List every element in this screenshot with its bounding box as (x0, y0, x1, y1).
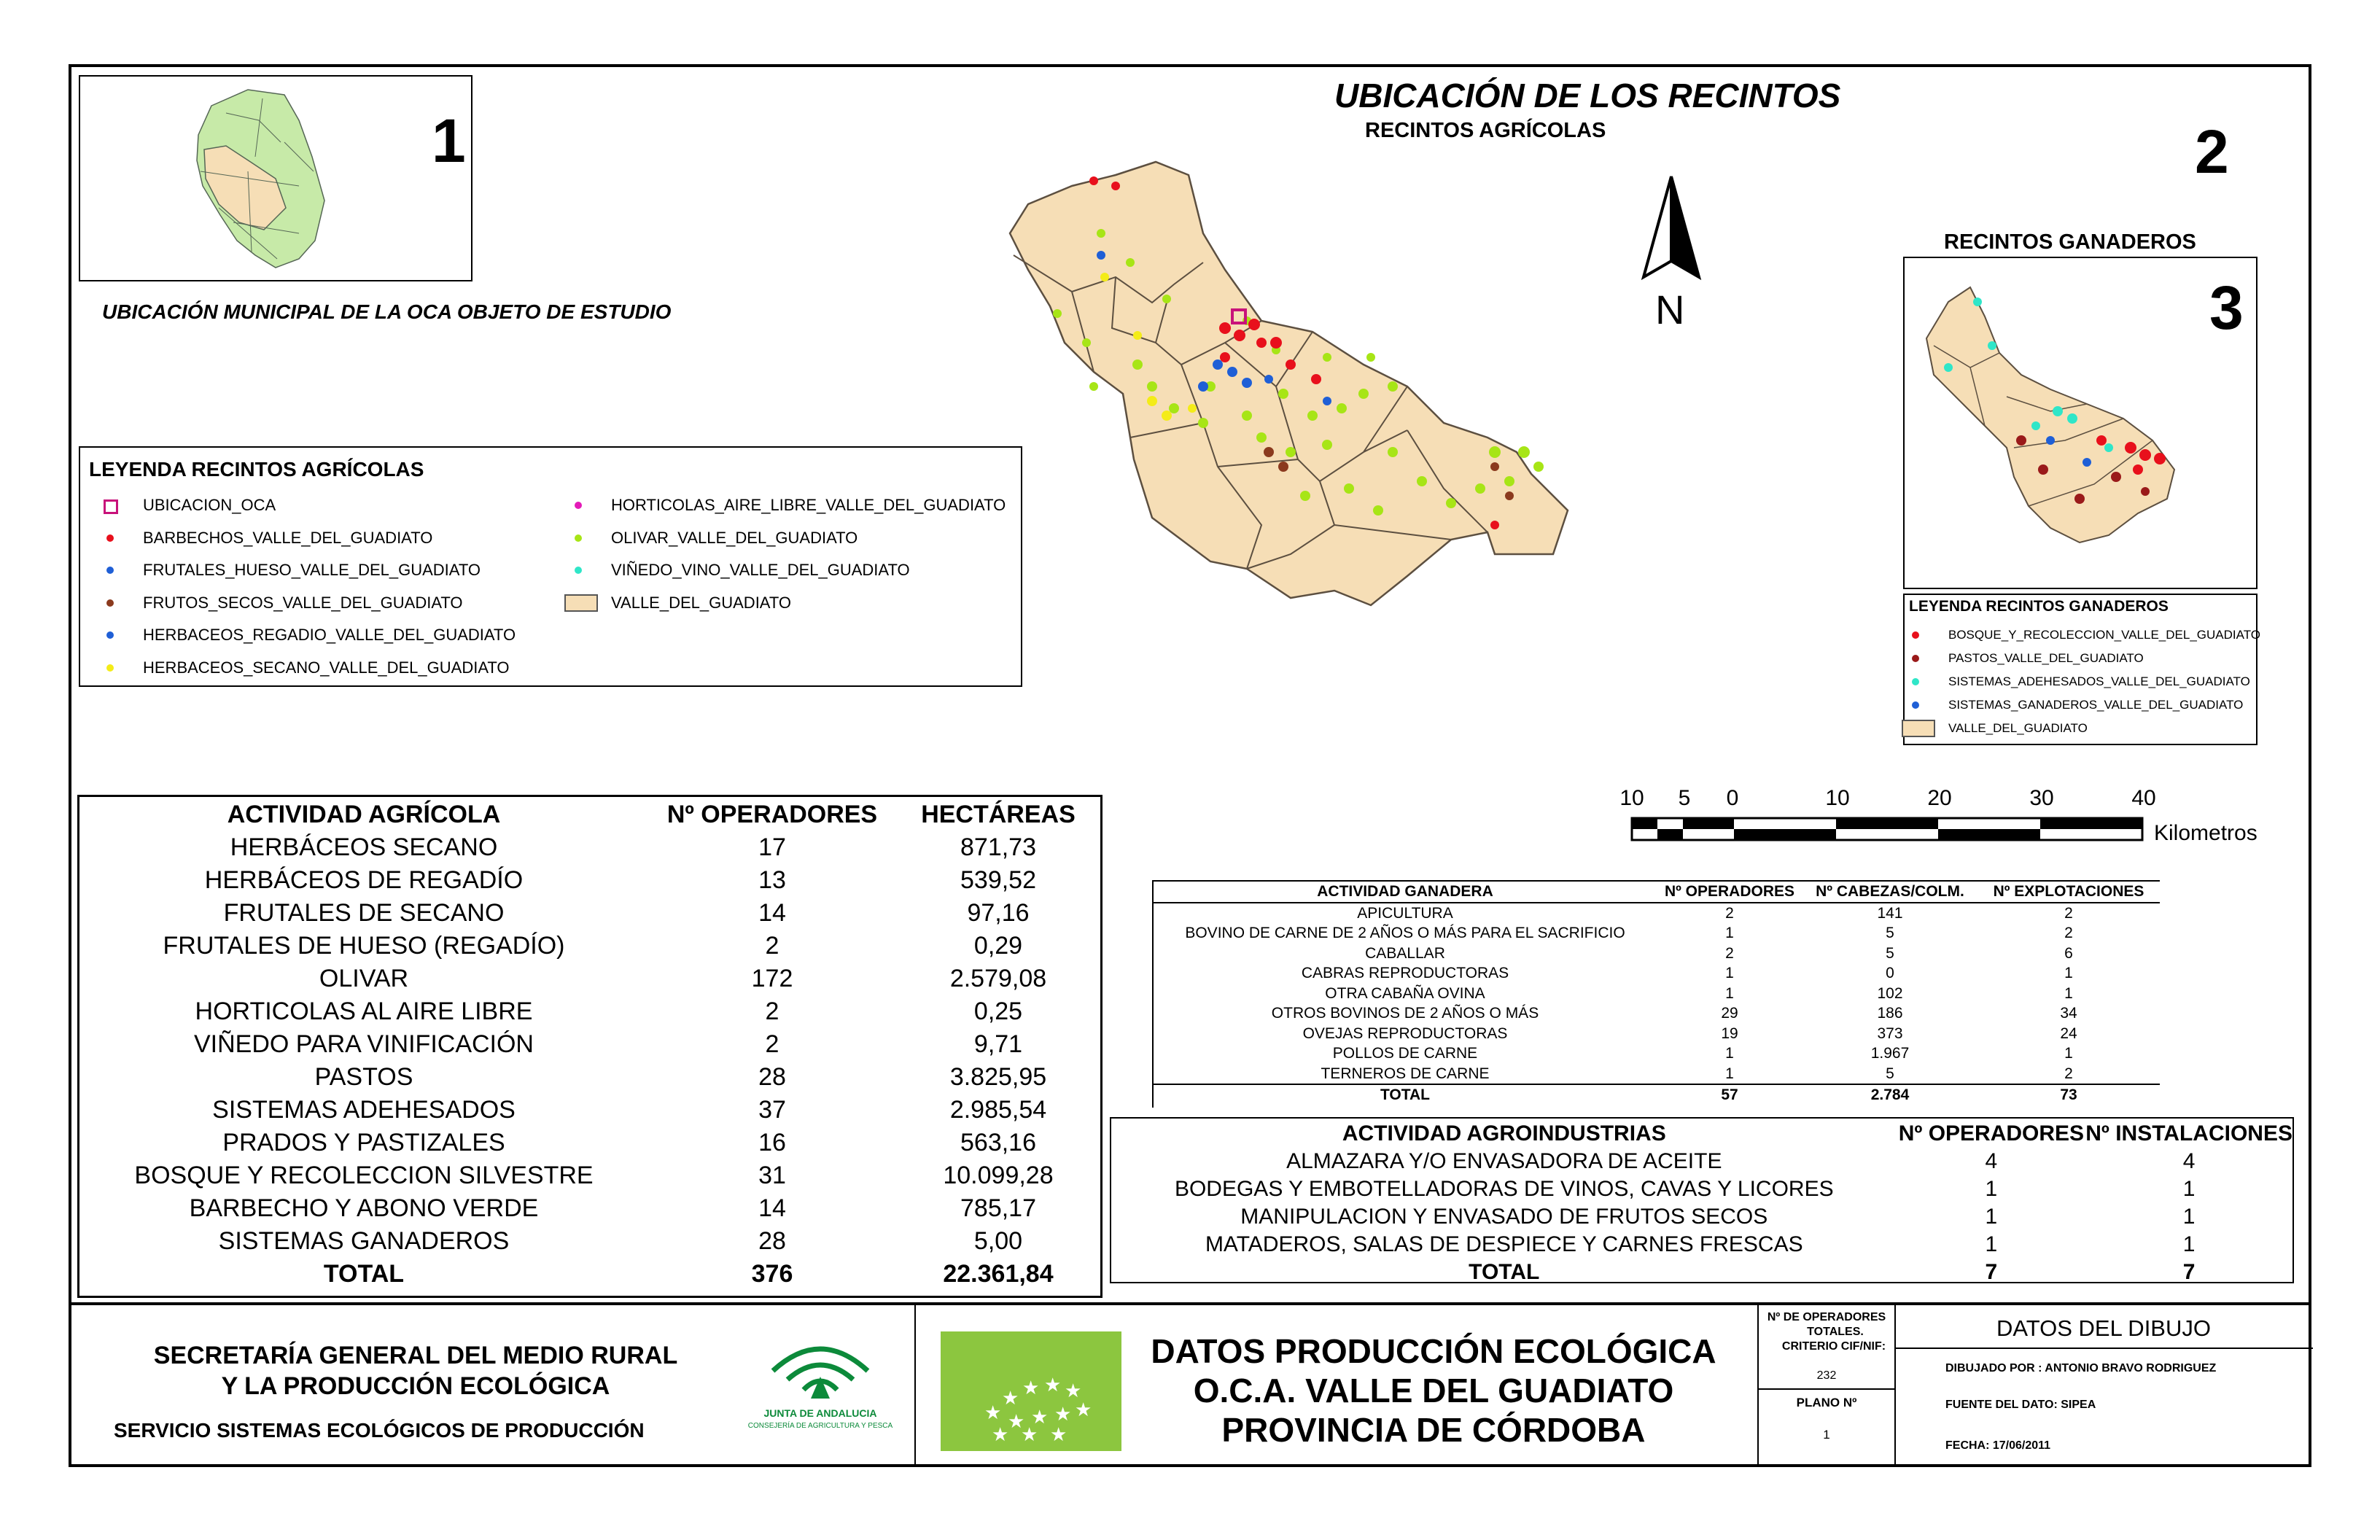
table-cell: POLLOS DE CARNE (1332, 1045, 1478, 1062)
table-cell: PASTOS (314, 1063, 413, 1091)
table-cell: ACTIVIDAD GANADERA (1154, 882, 1657, 903)
table-cell: 2 (1725, 904, 1734, 922)
table-cell: 1 (2182, 1177, 2196, 1201)
table-cell: 2 (1725, 944, 1734, 962)
table-cell: 6 (2064, 944, 2073, 962)
table-cell: HERBÁCEOS SECANO (230, 833, 498, 861)
svg-text:★: ★ (1075, 1399, 1092, 1421)
ganadera-row (1154, 1064, 2160, 1085)
datos-line2: O.C.A. VALLE DEL GUADIATO (1193, 1372, 1674, 1409)
table-cell: Nº OPERADORES (1898, 1121, 2085, 1146)
datos-dibujo-title: DATOS DEL DIBUJO (1996, 1315, 2211, 1341)
table-cell: 1 (2064, 984, 2073, 1002)
svg-text:★: ★ (1031, 1407, 1049, 1428)
table-cell: 1.967 (1870, 1045, 1910, 1062)
table-cell: 1 (1985, 1177, 1998, 1201)
map-number-1: 1 (432, 106, 466, 175)
agricola-row (79, 1159, 1100, 1192)
table-cell: 172 (751, 965, 793, 992)
ganadera-row (1154, 944, 2160, 964)
table-cell: TERNEROS DE CARNE (1321, 1065, 1490, 1082)
table-cell: 376 (751, 1260, 793, 1288)
table-cell: 1 (2064, 1045, 2073, 1062)
table-cell: 24 (2060, 1024, 2077, 1042)
table-cell: 28 (758, 1063, 786, 1091)
scale-tick-label: 40 (2131, 786, 2156, 810)
legend-swatch-dot (1912, 655, 1919, 662)
scale-tick-label: 0 (1726, 786, 1739, 810)
svg-text:★: ★ (1002, 1388, 1019, 1409)
table-cell: PRADOS Y PASTIZALES (222, 1129, 505, 1156)
legend-swatch-dot (106, 534, 114, 542)
agricola-row (79, 995, 1100, 1028)
table-cell: 16 (758, 1129, 786, 1156)
main-map (984, 146, 1786, 875)
ganadera-row (1154, 1024, 2160, 1044)
table-cell: Nº INSTALACIONES (2085, 1121, 2292, 1146)
footer-divider-2 (914, 1305, 916, 1467)
legend-swatch-dot (106, 599, 114, 607)
table-cell: 2.985,54 (949, 1096, 1047, 1124)
province-map (80, 77, 474, 283)
legend-ganadero (1903, 594, 2258, 745)
svg-text:★: ★ (984, 1402, 1002, 1424)
table-cell: 1 (1725, 984, 1734, 1002)
table-cell: 373 (1877, 1024, 1903, 1042)
table-cell: CABALLAR (1365, 944, 1445, 962)
legend-label: PASTOS_VALLE_DEL_GUADIATO (1948, 651, 2144, 665)
table-cell: BARBECHO Y ABONO VERDE (189, 1194, 539, 1222)
table-cell: 1 (2182, 1205, 2196, 1229)
legend-label: BOSQUE_Y_RECOLECCION_VALLE_DEL_GUADIATO (1948, 628, 2260, 642)
legend-swatch-dot (575, 534, 582, 542)
table-cell: OVEJAS REPRODUCTORAS (1302, 1024, 1508, 1042)
agricola-row (79, 1258, 1100, 1291)
ganadera-row (1154, 882, 2160, 903)
legend-swatch-oca (104, 499, 118, 514)
ganaderos-map (1905, 258, 2259, 591)
map-number-2: 2 (2195, 117, 2229, 186)
table-cell: APICULTURA (1357, 904, 1453, 922)
legend-label: HORTICOLAS_AIRE_LIBRE_VALLE_DEL_GUADIATO (611, 496, 1006, 514)
agroindustria-row (1111, 1203, 2292, 1231)
table-cell: 2 (765, 998, 779, 1025)
table-cell: 102 (1877, 984, 1903, 1002)
ganadera-row (1154, 1084, 2160, 1105)
table-cell: CABRAS REPRODUCTORAS (1301, 965, 1509, 981)
table-cell: TOTAL (1154, 1084, 1657, 1105)
svg-text:★: ★ (1044, 1374, 1062, 1396)
legend-label: SISTEMAS_GANADEROS_VALLE_DEL_GUADIATO (1948, 698, 2244, 712)
table-cell: 785,17 (960, 1194, 1036, 1222)
table-cell: SISTEMAS ADEHESADOS (212, 1096, 516, 1124)
legend-swatch-dot (1912, 678, 1919, 685)
table-cell: 186 (1877, 1005, 1903, 1022)
operadores-label-3: CRITERIO CIF/NIF: (1781, 1340, 1886, 1353)
table-cell: HORTICOLAS AL AIRE LIBRE (195, 998, 533, 1025)
info-block (1757, 1305, 2313, 1467)
actividad-agricola-table (77, 795, 1102, 1298)
legend-swatch-dot (106, 664, 114, 672)
table-cell: 2 (765, 932, 779, 960)
table-cell: 37 (758, 1096, 786, 1124)
legend-swatch-area (1902, 720, 1935, 737)
table-cell: 5 (1886, 944, 1894, 962)
agroindustria-row (1111, 1231, 2292, 1259)
table-cell: Nº OPERADORES (1657, 882, 1802, 903)
table-cell: 34 (2060, 1005, 2077, 1022)
table-cell: 0,25 (973, 998, 1023, 1025)
fuente-dato: FUENTE DEL DATO: SIPEA (1945, 1399, 2096, 1411)
table-cell: 19 (1721, 1024, 1738, 1042)
legend-label: VIÑEDO_VINO_VALLE_DEL_GUADIATO (611, 561, 910, 579)
table-cell: 3.825,95 (949, 1063, 1047, 1091)
table-cell: 7 (2182, 1260, 2196, 1284)
ganadera-row (1154, 963, 2160, 984)
junta-text1: JUNTA DE ANDALUCIA (763, 1407, 877, 1419)
legend-swatch-dot (575, 502, 582, 509)
plano-label: PLANO Nº (1796, 1396, 1857, 1409)
ganadera-row (1154, 1003, 2160, 1024)
table-cell: 871,73 (960, 833, 1036, 861)
legend-agricola (79, 446, 1022, 687)
table-cell: 17 (758, 833, 786, 861)
legend-label: HERBACEOS_REGADIO_VALLE_DEL_GUADIATO (143, 626, 516, 644)
agroindustria-row (1111, 1120, 2292, 1148)
legend-label: FRUTOS_SECOS_VALLE_DEL_GUADIATO (143, 593, 463, 612)
actividad-agroindustrias-table (1110, 1117, 2294, 1283)
table-cell: 2 (2064, 925, 2073, 941)
table-cell: 539,52 (960, 866, 1036, 894)
legend-label: UBICACION_OCA (143, 496, 276, 514)
table-cell: ACTIVIDAD AGROINDUSTRIAS (1342, 1121, 1666, 1146)
legend-label: BARBECHOS_VALLE_DEL_GUADIATO (143, 528, 433, 547)
scale-tick-label: 5 (1678, 786, 1691, 810)
svg-text:★: ★ (1065, 1380, 1082, 1402)
table-cell: 2 (2064, 1065, 2073, 1082)
eu-leaf-icon (941, 1331, 1121, 1451)
table-cell: 4 (1985, 1149, 1998, 1173)
agricola-row (79, 798, 1100, 831)
table-cell: ALMAZARA Y/O ENVASADORA DE ACEITE (1286, 1149, 1722, 1173)
table-cell: 73 (1978, 1084, 2160, 1105)
agroindustria-row (1111, 1175, 2292, 1203)
plano-value: 1 (1823, 1428, 1830, 1442)
agricola-row (79, 930, 1100, 962)
table-cell: 1 (1985, 1205, 1998, 1229)
inset-map-1 (79, 75, 472, 281)
svg-text:★: ★ (1054, 1404, 1072, 1426)
agricola-row (79, 1225, 1100, 1258)
agricola-row (79, 962, 1100, 995)
table-cell: 1 (1985, 1232, 1998, 1256)
ganadera-row (1154, 923, 2160, 944)
secretaria-line2: Y LA PRODUCCIÓN ECOLÓGICA (221, 1372, 610, 1400)
svg-text:★: ★ (1022, 1377, 1040, 1399)
ganaderos-title: RECINTOS GANADEROS (1944, 230, 2196, 254)
legend-swatch-dot (1912, 631, 1919, 639)
dibujado-por: DIBUJADO POR : ANTONIO BRAVO RODRIGUEZ (1945, 1362, 2217, 1374)
legend-label: FRUTALES_HUESO_VALLE_DEL_GUADIATO (143, 561, 481, 579)
actividad-ganadera-table (1152, 880, 2160, 1108)
north-label: N (1655, 287, 1685, 332)
scale-bar-graphic (1630, 815, 2155, 844)
table-cell: 29 (1721, 1005, 1738, 1022)
scale-unit: Kilometros (2154, 821, 2258, 845)
agricola-row (79, 1094, 1100, 1127)
table-cell: 563,16 (960, 1129, 1036, 1156)
table-cell: 2 (2064, 904, 2073, 922)
junta-text2: CONSEJERÍA DE AGRICULTURA Y PESCA (747, 1422, 893, 1430)
table-cell: VIÑEDO PARA VINIFICACIÓN (193, 1030, 534, 1058)
table-cell: 0,29 (973, 932, 1023, 960)
table-cell: Nº EXPLOTACIONES (1978, 882, 2160, 903)
table-cell: TOTAL (323, 1260, 405, 1288)
fecha: FECHA: 17/06/2011 (1945, 1439, 2051, 1452)
table-cell: 5 (1886, 925, 1894, 941)
table-cell: ACTIVIDAD AGRÍCOLA (227, 801, 501, 828)
table-cell: FRUTALES DE SECANO (223, 899, 505, 927)
agroindustria-row (1111, 1148, 2292, 1175)
table-cell: 22.361,84 (943, 1260, 1054, 1288)
table-cell: 4 (2182, 1149, 2196, 1173)
table-cell: TOTAL (1469, 1260, 1540, 1284)
legend-label: SISTEMAS_ADEHESADOS_VALLE_DEL_GUADIATO (1948, 674, 2250, 688)
table-cell: FRUTALES DE HUESO (REGADÍO) (163, 932, 565, 960)
legend-swatch-dot (575, 567, 582, 574)
operadores-label-1: Nº DE OPERADORES (1767, 1311, 1886, 1323)
table-cell: 13 (758, 866, 786, 894)
table-cell: BOSQUE Y RECOLECCION SILVESTRE (134, 1162, 594, 1189)
legend-ganadero-title: LEYENDA RECINTOS GANADEROS (1909, 598, 2169, 615)
table-cell: OLIVAR (319, 965, 409, 992)
agricola-row (79, 1061, 1100, 1094)
table-cell: 14 (758, 899, 786, 927)
table-cell: 97,16 (967, 899, 1030, 927)
ganadera-row (1154, 903, 2160, 924)
table-cell: MANIPULACION Y ENVASADO DE FRUTOS SECOS (1240, 1205, 1768, 1229)
table-cell: 0 (1886, 965, 1894, 981)
municipal-caption: UBICACIÓN MUNICIPAL DE LA OCA OBJETO DE ESTUDIO (102, 300, 672, 323)
ganadera-row (1154, 984, 2160, 1004)
table-cell: 28 (758, 1227, 786, 1255)
svg-text:★: ★ (1050, 1424, 1068, 1446)
secretaria-line1: SECRETARÍA GENERAL DEL MEDIO RURAL (153, 1342, 678, 1369)
table-cell: 1 (1725, 1065, 1734, 1082)
table-cell: 14 (758, 1194, 786, 1222)
scale-tick-label: 10 (1619, 786, 1644, 810)
subtitle-agricolas: RECINTOS AGRÍCOLAS (1365, 119, 1606, 142)
servicio-line: SERVICIO SISTEMAS ECOLÓGICOS DE PRODUCCIÓN (114, 1419, 645, 1442)
scale-tick-label: 20 (1927, 786, 1952, 810)
agroindustria-row (1111, 1259, 2292, 1286)
table-cell: OTRA CABAÑA OVINA (1325, 984, 1485, 1002)
agricola-row (79, 1127, 1100, 1159)
main-title: UBICACIÓN DE LOS RECINTOS (1334, 77, 1841, 114)
table-cell: OTROS BOVINOS DE 2 AÑOS O MÁS (1271, 1005, 1539, 1022)
table-cell: Nº OPERADORES (666, 801, 878, 828)
legend-label: VALLE_DEL_GUADIATO (1948, 721, 2088, 735)
table-cell: BODEGAS Y EMBOTELLADORAS DE VINOS, CAVAS Y LICORES (1174, 1177, 1834, 1201)
table-cell: 2.579,08 (949, 965, 1047, 992)
table-cell: 1 (1725, 965, 1734, 981)
table-cell: HERBÁCEOS DE REGADÍO (204, 866, 524, 894)
table-cell: 1 (1725, 1045, 1734, 1062)
table-cell: 1 (1725, 925, 1734, 941)
datos-line1: DATOS PRODUCCIÓN ECOLÓGICA (1151, 1332, 1716, 1370)
table-cell: 10.099,28 (943, 1162, 1054, 1189)
table-cell: 5,00 (973, 1227, 1023, 1255)
legend-swatch-dot (106, 631, 114, 639)
table-cell: BOVINO DE CARNE DE 2 AÑOS O MÁS PARA EL SACRIFICIO (1185, 925, 1625, 941)
ganadera-row (1154, 1043, 2160, 1064)
table-cell: 7 (1985, 1260, 1998, 1284)
legend-swatch-dot (106, 567, 114, 574)
agricola-row (79, 864, 1100, 897)
table-cell: 9,71 (973, 1030, 1023, 1058)
agricola-row (79, 897, 1100, 930)
table-cell: SISTEMAS GANADEROS (218, 1227, 510, 1255)
table-cell: Nº CABEZAS/COLM. (1802, 882, 1978, 903)
svg-text:★: ★ (1021, 1424, 1038, 1446)
table-cell: 31 (758, 1162, 786, 1189)
table-cell: 141 (1877, 904, 1903, 922)
table-cell: HECTÁREAS (921, 801, 1076, 828)
legend-swatch-area (564, 594, 598, 612)
table-cell: 5 (1886, 1065, 1894, 1082)
junta-andalucia-logo (758, 1334, 882, 1415)
table-cell: MATADEROS, SALAS DE DESPIECE Y CARNES FRESCAS (1205, 1232, 1803, 1256)
legend-agricola-title: LEYENDA RECINTOS AGRÍCOLAS (89, 458, 424, 481)
agricola-row (79, 1192, 1100, 1225)
table-cell: 1 (2182, 1232, 2196, 1256)
inset-map-3 (1903, 257, 2258, 589)
operadores-value: 232 (1816, 1369, 1837, 1382)
svg-text:★: ★ (1008, 1411, 1025, 1433)
legend-swatch-dot (1912, 701, 1919, 709)
table-cell: 2.784 (1802, 1084, 1978, 1105)
legend-label: VALLE_DEL_GUADIATO (611, 593, 791, 612)
svg-text:★: ★ (992, 1424, 1009, 1446)
datos-line3: PROVINCIA DE CÓRDOBA (1221, 1411, 1646, 1449)
legend-label: HERBACEOS_SECANO_VALLE_DEL_GUADIATO (143, 658, 510, 677)
legend-label: OLIVAR_VALLE_DEL_GUADIATO (611, 528, 858, 547)
agricola-row (79, 831, 1100, 864)
map-number-3: 3 (2209, 273, 2244, 342)
scale-tick-label: 10 (1825, 786, 1850, 810)
operadores-label-2: TOTALES. (1807, 1326, 1864, 1338)
eu-organic-logo (941, 1331, 1121, 1451)
table-cell: 57 (1657, 1084, 1802, 1105)
agricola-row (79, 1028, 1100, 1061)
table-cell: 1 (2064, 965, 2073, 981)
table-cell: 2 (765, 1030, 779, 1058)
scale-tick-label: 30 (2029, 786, 2054, 810)
